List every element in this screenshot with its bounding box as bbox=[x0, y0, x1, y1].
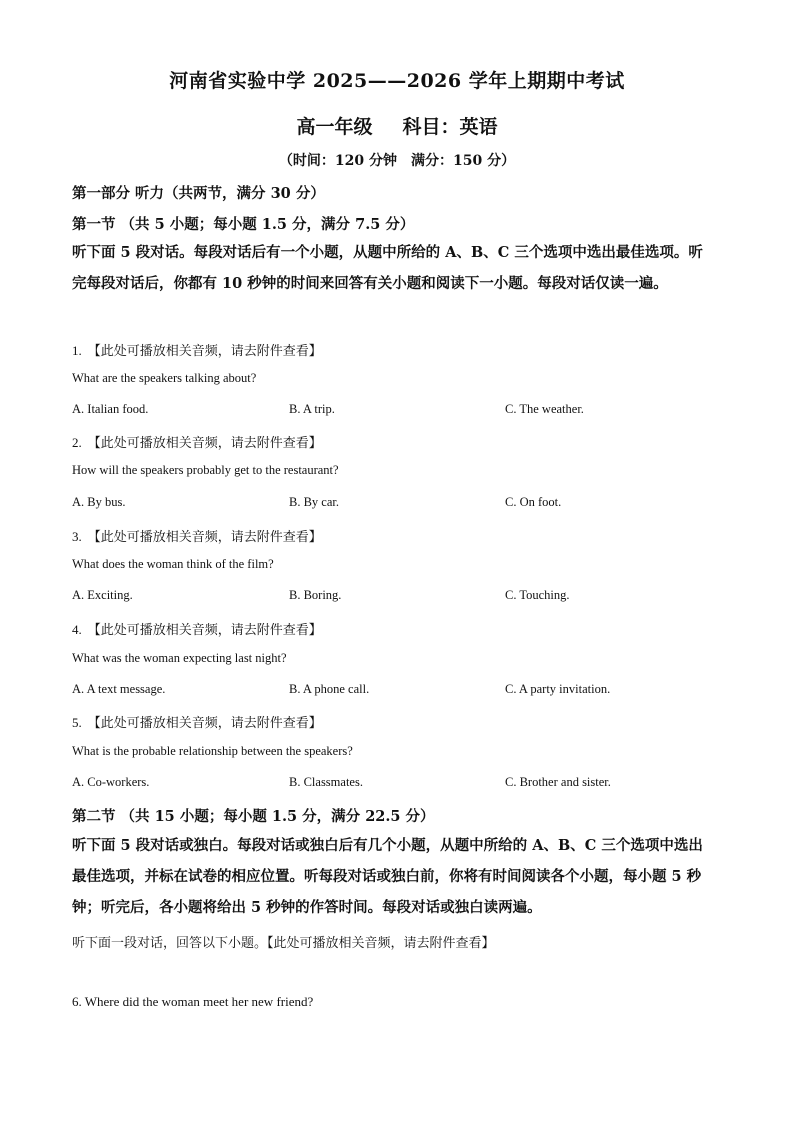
question-3-audio[interactable] bbox=[72, 526, 322, 545]
question-2-audio[interactable] bbox=[72, 432, 322, 451]
audio-link: 【此处可播放相关音频，请去附件查看】 bbox=[87, 436, 322, 451]
question-5-option-b[interactable]: B. Classmates. bbox=[289, 775, 363, 789]
audio-link: 【此处可播放相关音频，请去附件查看】 bbox=[87, 344, 322, 359]
exam-title: 河南省实验中学 2025——2026 学年上期期中考试 bbox=[169, 70, 625, 92]
grade-label: 高一年级 bbox=[296, 116, 373, 138]
question-1-text: What are the speakers talking about? bbox=[72, 371, 257, 385]
question-1-audio[interactable] bbox=[72, 340, 322, 359]
question-number: 5. bbox=[72, 715, 82, 730]
question-2-option-b[interactable]: B. By car. bbox=[289, 495, 339, 509]
question-4-option-c[interactable]: C. A party invitation. bbox=[505, 682, 611, 696]
question-5-text: What is the probable relationship between the speakers? bbox=[72, 744, 353, 758]
question-5-option-c[interactable]: C. Brother and sister. bbox=[505, 775, 611, 789]
question-number: 2. bbox=[72, 435, 82, 450]
question-5-audio[interactable] bbox=[72, 712, 322, 731]
part1-heading: 第一部分 听力（共两节，满分 30 分） bbox=[72, 185, 325, 202]
section1-heading: 第一节 （共 5 小题；每小题 1.5 分，满分 7.5 分） bbox=[72, 216, 415, 233]
question-number: 4. bbox=[72, 622, 82, 637]
question-3-option-c[interactable]: C. Touching. bbox=[505, 588, 570, 602]
subject-label: 科目：英语 bbox=[402, 116, 498, 138]
question-2-option-a[interactable]: A. By bus. bbox=[72, 495, 126, 509]
section1-instructions: 听下面 5 段对话。每段对话后有一个小题，从题中所给的 A、B、C 三个选项中选出最佳选项。听完每段对话后，你都有 10 秒钟的时间来回答有关小题和阅读下一小题。每段对话仅读一遍。 bbox=[72, 244, 703, 292]
question-number: 3. bbox=[72, 529, 82, 544]
question-2-text: How will the speakers probably get to the restaurant? bbox=[72, 463, 339, 477]
question-1-option-b[interactable]: B. A trip. bbox=[289, 402, 335, 416]
question-4-audio[interactable] bbox=[72, 619, 322, 638]
question-1-option-c[interactable]: C. The weather. bbox=[505, 402, 584, 416]
question-3-text: What does the woman think of the film? bbox=[72, 557, 274, 571]
question-number: 1. bbox=[72, 343, 82, 358]
question-1-option-a[interactable]: A. Italian food. bbox=[72, 402, 149, 416]
question-4-option-a[interactable]: A. A text message. bbox=[72, 682, 166, 696]
exam-subtitle bbox=[0, 112, 794, 139]
question-2-option-c[interactable]: C. On foot. bbox=[505, 495, 562, 509]
question-4-text: What was the woman expecting last night? bbox=[72, 651, 287, 665]
audio-link: 【此处可播放相关音频，请去附件查看】 bbox=[87, 716, 322, 731]
audio-link: 【此处可播放相关音频，请去附件查看】 bbox=[87, 623, 322, 638]
section2-heading: 第二节 （共 15 小题；每小题 1.5 分，满分 22.5 分） bbox=[72, 808, 435, 825]
time-info: （时间：120 分钟 满分：150 分） bbox=[278, 153, 516, 169]
question-3-option-a[interactable]: A. Exciting. bbox=[72, 588, 133, 602]
question-5-option-a[interactable]: A. Co-workers. bbox=[72, 775, 150, 789]
question-3-option-b[interactable]: B. Boring. bbox=[289, 588, 342, 602]
section2-audio-note[interactable]: 听下面一段对话，回答以下小题。【此处可播放相关音频，请去附件查看】 bbox=[72, 936, 495, 951]
question-4-option-b[interactable]: B. A phone call. bbox=[289, 682, 370, 696]
audio-link: 【此处可播放相关音频，请去附件查看】 bbox=[87, 530, 322, 545]
question-6-text: 6. Where did the woman meet her new friend? bbox=[72, 994, 314, 1009]
section2-instructions: 听下面 5 段对话或独白。每段对话或独白后有几个小题，从题中所给的 A、B、C 三个选项中选出最佳选项，并标在试卷的相应位置。听每段对话或独白前，你将有时间阅读各个小题，每小题 5 秒钟；听完后，各小题将给出 5 秒钟的作答时间。每段对话或独白读两遍。 bbox=[72, 837, 703, 916]
